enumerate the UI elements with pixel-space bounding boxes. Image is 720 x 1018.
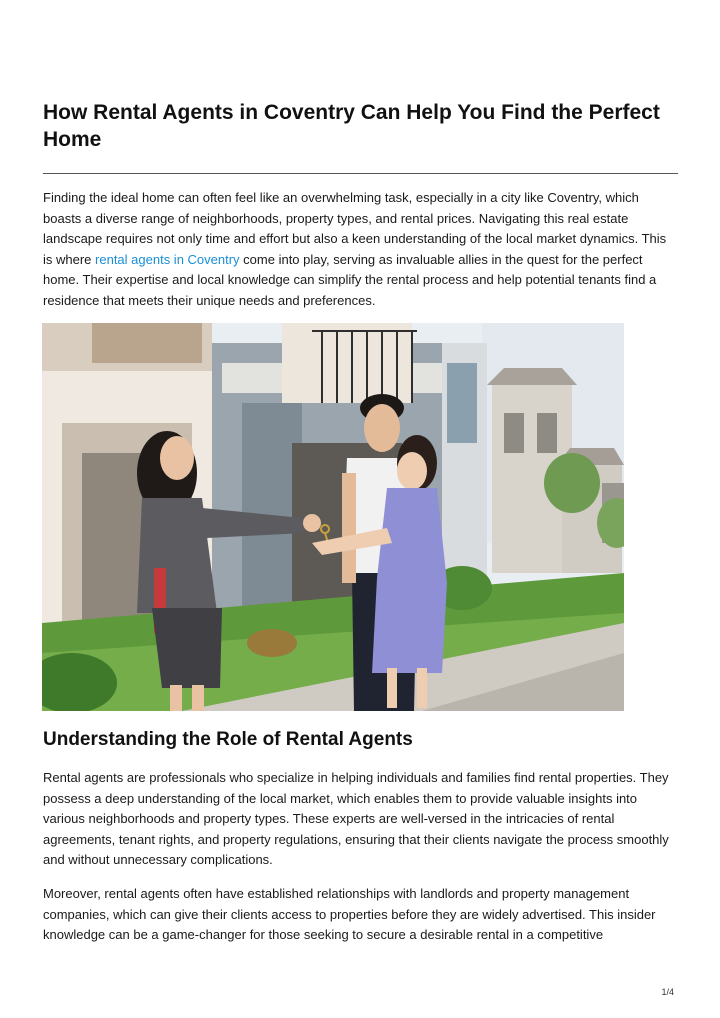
section-heading: Understanding the Role of Rental Agents	[43, 729, 413, 750]
body-paragraph: Moreover, rental agents often have established relationships with landlords and property management companies, which can give their clients access to properties before they are widely advertised. This insider knowledge can be a game-changer for those seeking to secure a desirable rental in a competitive	[43, 886, 656, 942]
page-number: 1/4	[661, 987, 674, 997]
body-paragraph: Rental agents are professionals who specialize in helping individuals and families find rental properties. They possess a deep understanding of the local market, which enables them to provide valuable insights into various neighborhoods and property types. These experts are well-versed in the intricacies of rental agreements, tenant rights, and property regulations, ensuring that their clients navigate the process smoothly and without unnecessary complications.	[43, 770, 669, 867]
page-title: How Rental Agents in Coventry Can Help You Find the Perfect Home	[43, 101, 660, 151]
intro-text-start: Finding the ideal home can often feel like an overwhelming task, especially in a city like Coventry, which boasts a diverse range of neighborhoods, property types, and rental prices. Navigating this real estate landscape requires not only time and effort but also a keen understanding of the local market dynamics. This is where	[43, 190, 667, 267]
intro-text-end: come into play, serving as invaluable allies in the quest for the perfect home. Their expertise and local knowledge can simplify the rental process and help potential tenants find a residence that meets their unique needs and preferences.	[43, 251, 657, 308]
agent-handing-keys-photo	[42, 323, 624, 711]
intro-paragraph	[43, 188, 679, 311]
title-divider	[43, 173, 678, 174]
rental-agents-link[interactable]: rental agents in Coventry	[95, 251, 240, 267]
